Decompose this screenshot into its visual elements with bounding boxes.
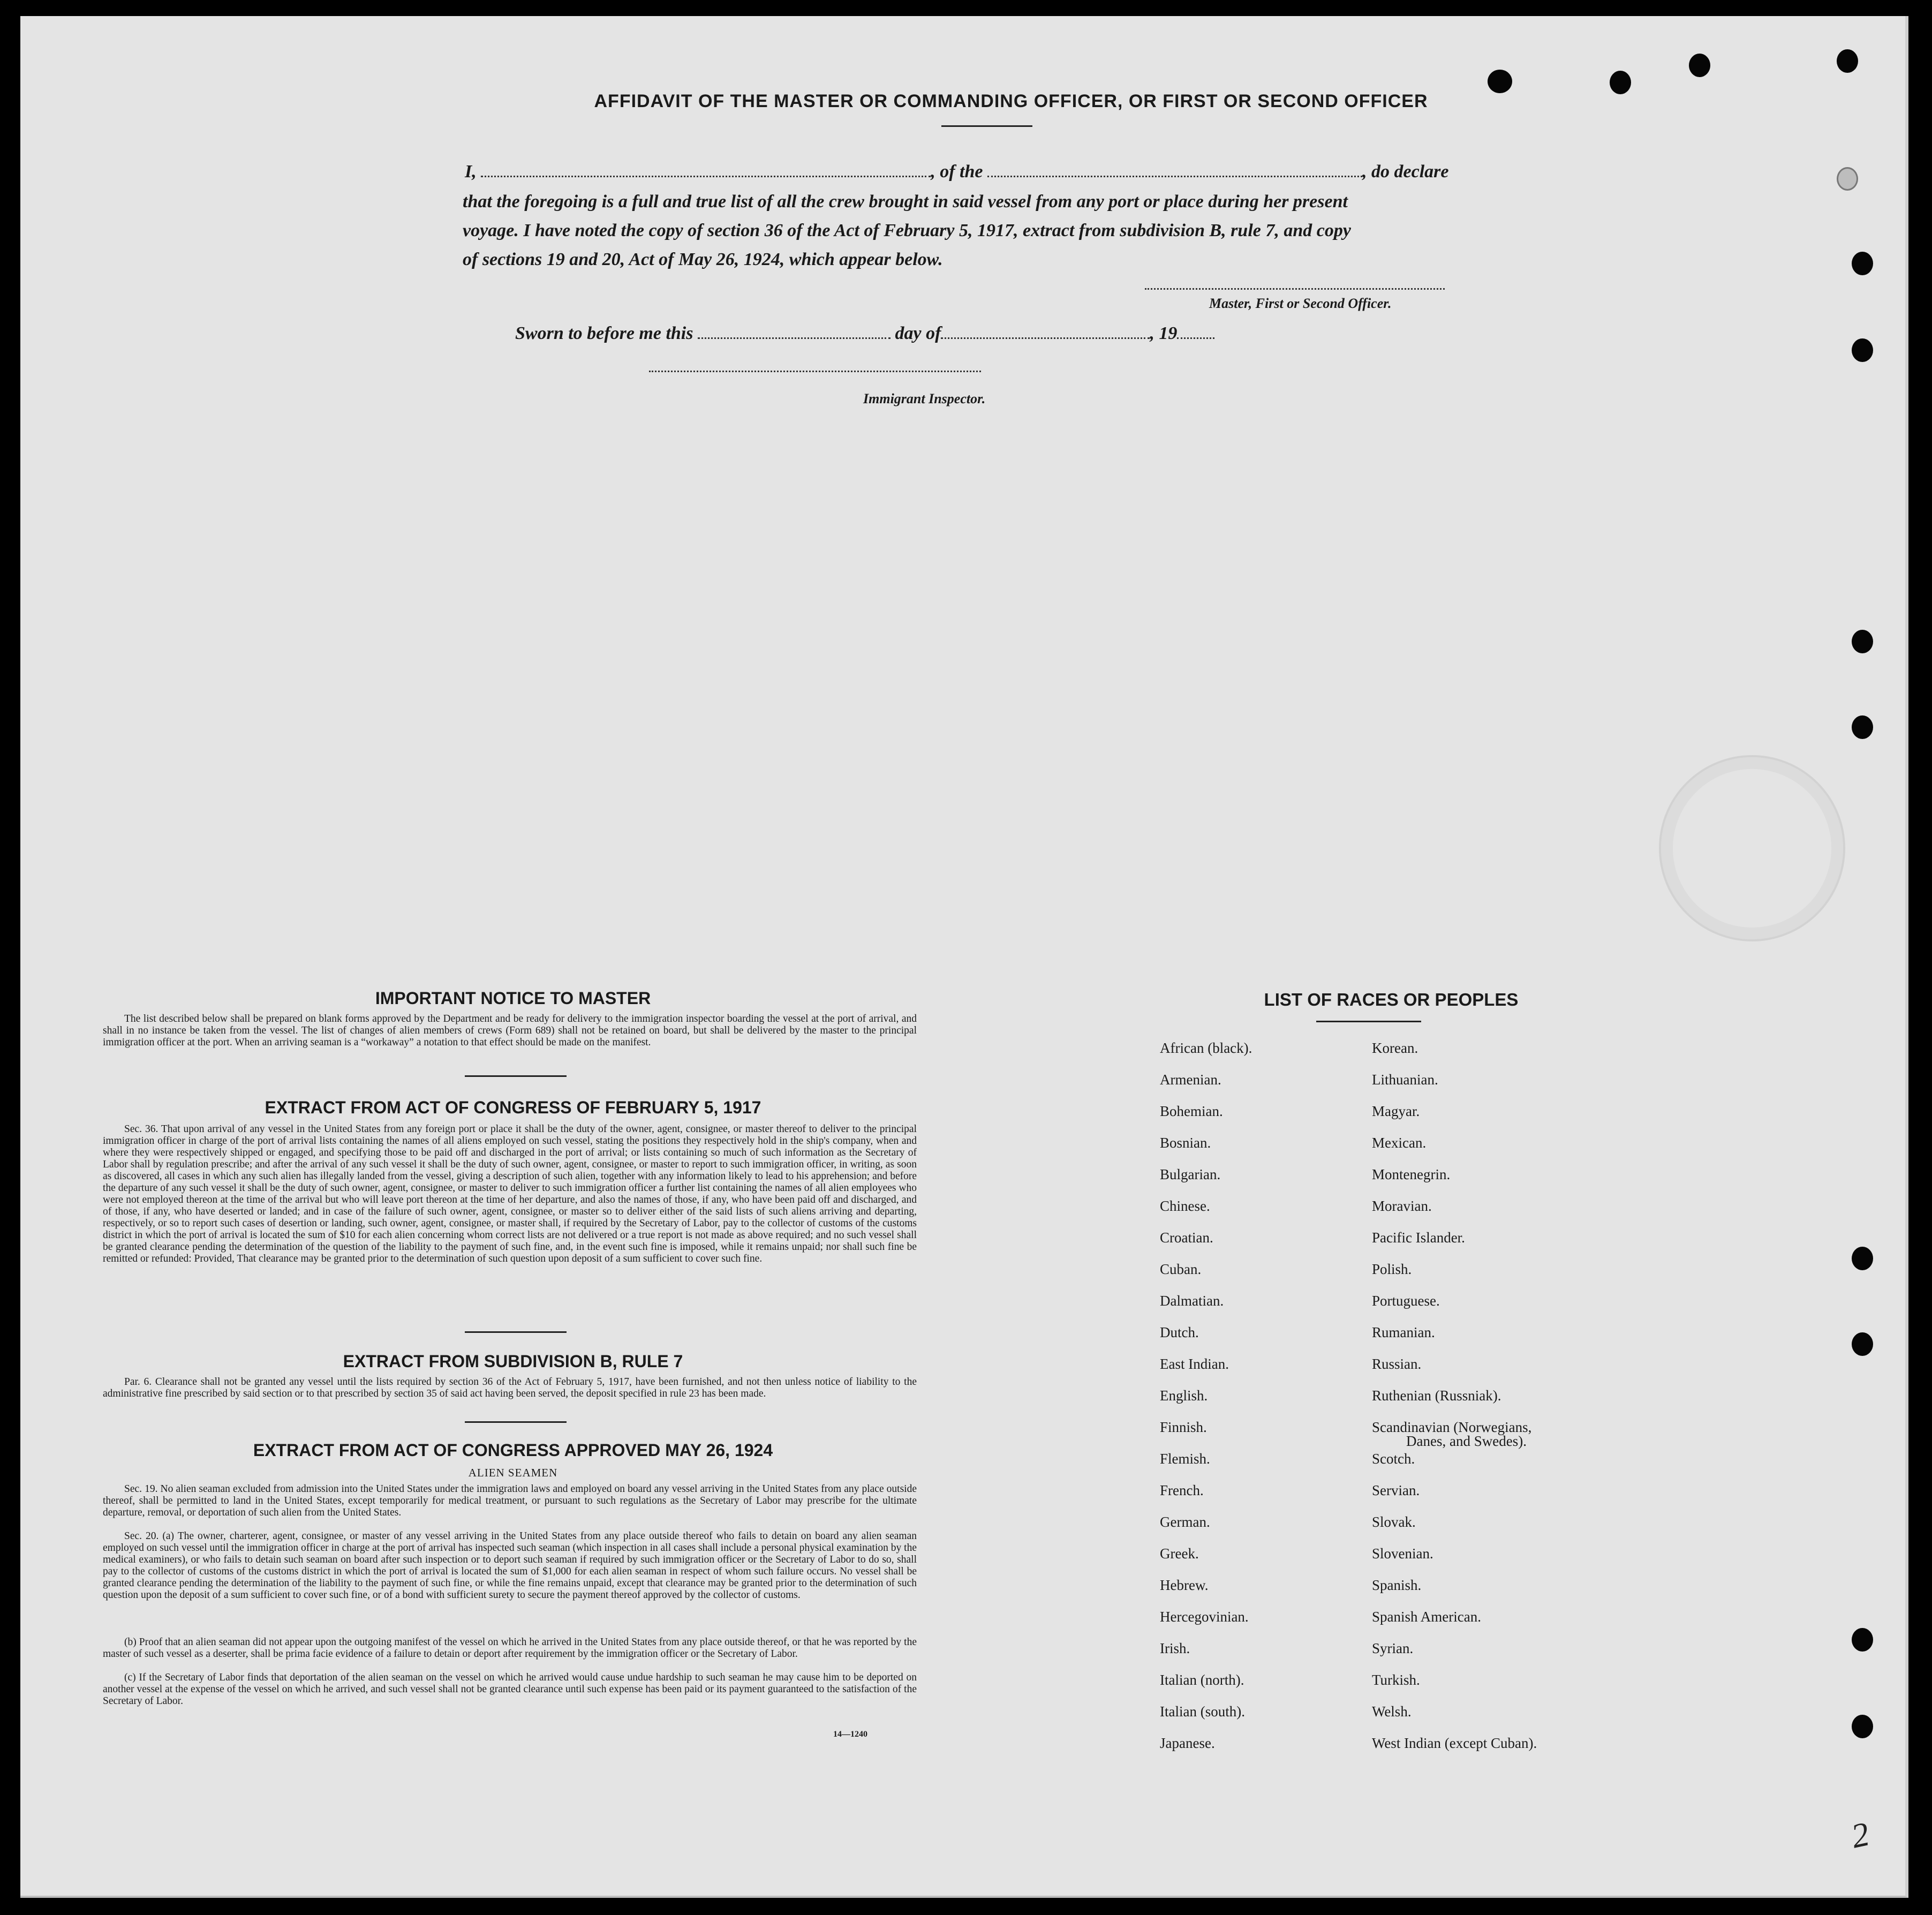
- race-item: Spanish American.: [1372, 1609, 1481, 1625]
- race-item: Spanish.: [1372, 1577, 1422, 1593]
- divider: [1316, 1021, 1421, 1022]
- handwritten-mark: 2: [1847, 1814, 1873, 1856]
- notice-text: The list described below shall be prepared on blank forms approved by the Department and be ready for delivery to the immigration inspector boarding the vessel at the port of arrival, and shall in no instance be taken from the vessel. The list of changes of alien members of crews (Form 689) shall not be retained on board, but shall be delivered by the master to the principal immigration officer at the port. When an arriving seaman is a “workaway” a notation to that effect should be made on the manifest.: [103, 1013, 917, 1048]
- master-caption: Master, First or Second Officer.: [1209, 296, 1392, 311]
- race-item: Lithuanian.: [1372, 1072, 1438, 1088]
- inspector-caption: Immigrant Inspector.: [863, 391, 986, 406]
- sec-20c-text: (c) If the Secretary of Labor finds that deportation of the alien seaman on the vessel on which he arrived would cause undue hardship to such seaman he may cause him to be deported on another vessel at the expense of the vessel on which he arrived, and such vessel shall not be granted clearance until such expense has been paid or its payment guaranteed to the satisfaction of the Secretary of Labor.: [103, 1672, 917, 1707]
- race-item: Russian.: [1372, 1356, 1422, 1372]
- race-item: German.: [1160, 1514, 1210, 1530]
- divider: [465, 1331, 567, 1333]
- race-item: Moravian.: [1372, 1198, 1432, 1214]
- name-blank[interactable]: [481, 175, 931, 177]
- race-item: English.: [1160, 1388, 1208, 1404]
- sworn-day-blank[interactable]: [698, 337, 890, 339]
- declaration-line-1: [465, 162, 1448, 182]
- divider: [941, 125, 1032, 127]
- race-item: Scandinavian (Norwegians,: [1372, 1419, 1532, 1435]
- embossed-seal: [1659, 755, 1845, 941]
- master-signature-line[interactable]: [1145, 288, 1445, 290]
- sworn-month-blank[interactable]: [941, 337, 1150, 339]
- declaration-line-3: voyage. I have noted the copy of section 36 of the Act of February 5, 1917, extract from subdivision B, rule 7, and copy: [463, 221, 1351, 240]
- race-item: Chinese.: [1160, 1198, 1210, 1214]
- punch-hole: [1852, 715, 1873, 739]
- punch-hole: [1837, 167, 1858, 191]
- race-item: Turkish.: [1372, 1672, 1420, 1688]
- race-item: Bosnian.: [1160, 1135, 1211, 1151]
- race-item: Cuban.: [1160, 1261, 1202, 1277]
- punch-hole: [1852, 1715, 1873, 1738]
- extract-1917-text: Sec. 36. That upon arrival of any vessel in the United States from any foreign port or place it shall be the duty of the owner, agent, consignee, or master thereof to deliver to the principal immigration officer in charge of the port of arrival lists containing the names of all aliens employed on such vessel, stating the positions they respectively hold in the ship's company, when and where they were respectively shipped or engaged, and specifying those to be paid off and discharged in the port of arrival; or lists containing so much of such information as the Secretary of Labor shall by regulation prescribe; and after the arrival of any such vessel it shall be the duty of such owner, agent, consignee, or master to report to such immigration officer, in writing, as soon as discovered, all cases in which any such alien has illegally landed from the vessel, giving a description of such alien, together with any information likely to lead to his apprehension; and before the departure of any such vessel it shall be the duty of such owner, agent, consignee, or master to deliver to such immigration officer a further list containing the names of all alien employees who were not employed thereon at the time of the arrival but who will leave port thereon at the time of her departure, and also the names of those, if any, who have been paid off and discharged, and of those, if any, who have deserted or landed; and in case of the failure of such owner, agent, consignee, or master so to deliver either of the said lists of such aliens arriving and departing, respectively, or so to report such cases of desertion or landing, such owner, agent, consignee, or master shall, if required by the Secretary of Labor, pay to the collector of customs of the customs district in which the port of arrival is located the sum of $10 for each alien concerning whom correct lists are not delivered or a true report is not made as above required; and no such vessel shall be granted clearance pending the determination of the question of the liability to the payment of such fine, and, in the event such fine is imposed, while it remains unpaid; nor shall such fine be remitted or refunded: Provided, That clearance may be granted prior to the determination of such question upon deposit of a sum sufficient to cover such fine.: [103, 1124, 917, 1264]
- races-title: LIST OF RACES OR PEOPLES: [1264, 990, 1519, 1009]
- race-item: Italian (south).: [1160, 1703, 1245, 1720]
- declaration-do-declare: , do declare: [1362, 162, 1449, 182]
- race-item: West Indian (except Cuban).: [1372, 1735, 1537, 1751]
- punch-hole: [1852, 1247, 1873, 1270]
- sworn-year-blank[interactable]: [1177, 337, 1214, 339]
- race-item: French.: [1160, 1482, 1204, 1498]
- race-item: Syrian.: [1372, 1640, 1414, 1656]
- punch-hole: [1610, 71, 1631, 94]
- punch-hole: [1837, 49, 1858, 73]
- punch-hole: [1488, 70, 1512, 93]
- punch-hole: [1852, 338, 1873, 362]
- race-item: Mexican.: [1372, 1135, 1427, 1151]
- declaration-line-2: that the foregoing is a full and true list of all the crew brought in said vessel from any port or place during her present: [463, 192, 1348, 212]
- race-item: Portuguese.: [1372, 1293, 1440, 1309]
- punch-hole: [1852, 252, 1873, 275]
- subdivision-b-title: EXTRACT FROM SUBDIVISION B, RULE 7: [343, 1352, 683, 1371]
- race-item: Pacific Islander.: [1372, 1230, 1465, 1246]
- alien-seamen-subtitle: ALIEN SEAMEN: [468, 1466, 558, 1479]
- race-item: Dalmatian.: [1160, 1293, 1224, 1309]
- race-item: Magyar.: [1372, 1103, 1420, 1119]
- punch-hole: [1852, 630, 1873, 653]
- extract-1924-title: EXTRACT FROM ACT OF CONGRESS APPROVED MAY 26, 1924: [253, 1441, 773, 1460]
- race-item: Dutch.: [1160, 1324, 1199, 1340]
- divider: [465, 1421, 567, 1423]
- declaration-line-4: of sections 19 and 20, Act of May 26, 1924, which appear below.: [463, 250, 943, 269]
- race-item-continuation: Danes, and Swedes).: [1406, 1433, 1527, 1449]
- race-item: Ruthenian (Russniak).: [1372, 1388, 1501, 1404]
- punch-hole: [1852, 1628, 1873, 1652]
- sworn-line: [515, 323, 1214, 344]
- year-prefix: , 19: [1150, 323, 1178, 343]
- punch-hole: [1852, 1332, 1873, 1356]
- day-of-text: day of: [895, 323, 941, 343]
- race-item: Irish.: [1160, 1640, 1190, 1656]
- inspector-signature-line[interactable]: [649, 371, 981, 372]
- race-item: Slovak.: [1372, 1514, 1416, 1530]
- sec-20b-text: (b) Proof that an alien seaman did not appear upon the outgoing manifest of the vessel on which he arrived in the United States from any place outside thereof, or that he was reported by the master of such vessel as a deserter, shall be prima facie evidence of a failure to detain or deport after requirement by the immigration officer or the Secretary of Labor.: [103, 1637, 917, 1660]
- subdivision-b-text: Par. 6. Clearance shall not be granted any vessel until the lists required by section 36 of the Act of February 5, 1917, have been furnished, and not then unless notice of liability to the administrative fine prescribed by said section or to that prescribed by section 35 of said act having been served, the deposit specified in rule 23 has been made.: [103, 1376, 917, 1399]
- race-item: Polish.: [1372, 1261, 1412, 1277]
- race-item: Bulgarian.: [1160, 1166, 1221, 1182]
- race-item: Finnish.: [1160, 1419, 1207, 1435]
- race-item: Armenian.: [1160, 1072, 1221, 1088]
- race-item: Scotch.: [1372, 1451, 1415, 1467]
- sec-19-text: Sec. 19. No alien seaman excluded from admission into the United States under the immigration laws and employed on board any vessel arriving in the United States from any place outside thereof, shall be permitted to land in the United States, except temporarily for medical treatment, or pursuant to such regulations as the Secretary of Labor may prescribe for the ultimate departure, removal, or deportation of such alien from the United States.: [103, 1483, 917, 1518]
- punch-hole: [1689, 54, 1710, 77]
- sworn-text: Sworn to before me this: [515, 323, 693, 343]
- form-sheet: [20, 16, 1908, 1898]
- race-item: Rumanian.: [1372, 1324, 1435, 1340]
- race-item: East Indian.: [1160, 1356, 1229, 1372]
- race-item: Slovenian.: [1372, 1545, 1433, 1562]
- race-item: Japanese.: [1160, 1735, 1215, 1751]
- race-item: Italian (north).: [1160, 1672, 1244, 1688]
- race-item: Croatian.: [1160, 1230, 1213, 1246]
- race-item: African (black).: [1160, 1040, 1252, 1056]
- extract-1917-title: EXTRACT FROM ACT OF CONGRESS OF FEBRUARY 5, 1917: [265, 1098, 761, 1117]
- race-item: Welsh.: [1372, 1703, 1412, 1720]
- race-item: Greek.: [1160, 1545, 1199, 1562]
- declaration-i: I,: [465, 162, 477, 182]
- declaration-of-the: , of the: [931, 162, 983, 182]
- notice-title: IMPORTANT NOTICE TO MASTER: [375, 989, 651, 1008]
- race-item: Hercegovinian.: [1160, 1609, 1249, 1625]
- sec-20a-text: Sec. 20. (a) The owner, charterer, agent, consignee, or master of any vessel arriving in the United States from any place outside thereof who fails to detain on board any alien seaman employed on such vessel until the immigration officer in charge at the port of arrival has inspected such seaman (which inspection in all cases shall include a personal physical examination by the medical examiners), or who fails to detain such seaman on board after such inspection or to deport such seaman if required by such immigration officer or the Secretary of Labor to do so, shall pay to the collector of customs of the customs district in which the port of arrival is located the sum of $1,000 for each alien seaman in respect of whom such failure occurs. No vessel shall be granted clearance pending the determination of the liability to the payment of such fine, or while the fine remains unpaid, except that clearance may be granted prior to the determination of such question upon the deposit of a sum sufficient to cover such fine, or of a bond with sufficient surety to secure the payment thereof approved by the collector of customs.: [103, 1531, 917, 1601]
- race-item: Hebrew.: [1160, 1577, 1209, 1593]
- form-number: 14—1240: [833, 1730, 867, 1739]
- vessel-blank[interactable]: [987, 175, 1362, 177]
- race-item: Flemish.: [1160, 1451, 1210, 1467]
- affidavit-title: AFFIDAVIT OF THE MASTER OR COMMANDING OFFICER, OR FIRST OR SECOND OFFICER: [594, 91, 1428, 111]
- race-item: Bohemian.: [1160, 1103, 1223, 1119]
- race-item: Servian.: [1372, 1482, 1420, 1498]
- race-item: Korean.: [1372, 1040, 1418, 1056]
- race-item: Montenegrin.: [1372, 1166, 1451, 1182]
- divider: [465, 1075, 567, 1077]
